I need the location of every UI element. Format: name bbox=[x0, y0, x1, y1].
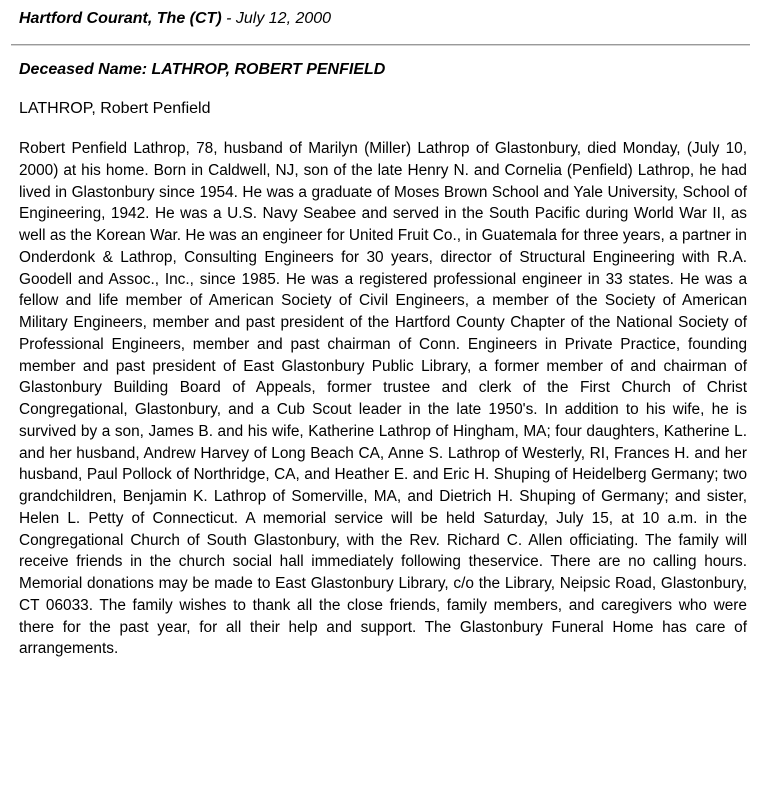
obituary-body: Robert Penfield Lathrop, 78, husband of Marilyn (Miller) Lathrop of Glastonbury, died Monday, (July 10, 2000) at his home. Born in Caldwell, NJ, son of the late Henry N. and Cornelia (Penfield) Lathrop, he had lived in Glastonbury since 1954. He was a graduate of Moses Brown School and Yale University, School of Engineering, 1942. He was a U.S. Navy Seabee and served in the South Pacific during World War II, as well as the Korean War. He was an engineer for United Fruit Co., in Guatemala for three years, a partner in Onderdonk & Lathrop, Consulting Engineers for 30 years, director of Structural Engineering with R.A. Goodell and Assoc., Inc., since 1985. He was a registered professional engineer in 33 states. He was a fellow and life member of American Society of Civil Engineers, a member of the Society of American Military Engineers, member and past president of the Hartford County Chapter of the National Society of Professional Engineers, member and past chairman of Conn. Engineers in Private Practice, founding member and past president of East Glastonbury Public Library, a former member of and chairman of Glastonbury Building Board of Appeals, former trustee and clerk of the First Church of Christ Congregational, Glastonbury, and a Cub Scout leader in the late 1950's. In addition to his wife, he is survived by a son, James B. and his wife, Katherine Lathrop of Hingham, MA; four daughters, Katherine L. and her husband, Andrew Harvey of Long Beach CA, Anne S. Lathrop of Westerly, RI, Frances H. and her husband, Paul Pollock of Northridge, CA, and Heather E. and Eric H. Shuping of Heidelberg Germany; two grandchildren, Benjamin K. Lathrop of Somerville, MA, and Dietrich H. Shuping of Germany; and sister, Helen L. Petty of Connecticut. A memorial service will be held Saturday, July 15, at 10 a.m. in the Congregational Church of South Glastonbury, with the Rev. Richard C. Allen officiating. The family will receive friends in the church social hall immediately following theservice. There are no calling hours. Memorial donations may be made to East Glastonbury Library, c/o the Library, Neipsic Road, Glastonbury, CT 06033. The family wishes to thank all the close friends, family members, and caregivers who were there for the past year, for all their help and support. The Glastonbury Funeral Home has care of arrangements. bbox=[19, 140, 747, 658]
obituary-name-line: LATHROP, Robert Penfield bbox=[19, 100, 211, 117]
publication-name: Hartford Courant, The (CT) bbox=[19, 10, 222, 27]
publication-date: July 12, 2000 bbox=[235, 10, 332, 27]
header-separator: - bbox=[221, 10, 236, 27]
source-header bbox=[19, 10, 331, 28]
header-divider bbox=[11, 44, 750, 46]
deceased-name-heading: Deceased Name: LATHROP, ROBERT PENFIELD bbox=[19, 61, 386, 78]
